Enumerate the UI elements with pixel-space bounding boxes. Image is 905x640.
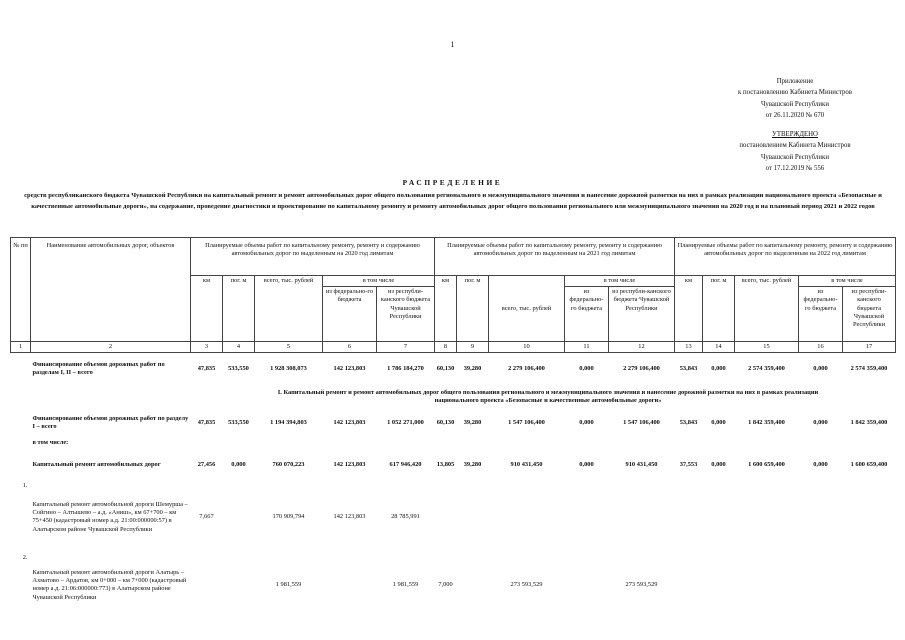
cell-value: 910 431,450 (510, 461, 543, 469)
header-km-2021: км (435, 276, 457, 342)
cell-federal-2020: 142 123,803 (333, 513, 366, 521)
row-index: 1. (22, 482, 28, 490)
document-subtitle: средств республиканского бюджета Чувашской Республики на капитальный ремонт и ремонт автомобильных дорог общего пользования регионального и межмуниципального значения и нанесение дорожной разметки на них в рамках реализации национального проекта «Безопасные и качественные автомобильные дороги», на содержание, проведение диагностики и проектирование по капитальному ремонту и ремонту автомобильных дорог общего пользования регионального или межмуниципального значения на 2020 год и на плановый период 2021 и 2022 годов (24, 192, 882, 210)
header-total-2021: всего, тыс. рублей (489, 276, 565, 342)
approval-line: Чувашской Республики (761, 100, 829, 108)
cell-value: 53,843 (679, 365, 698, 373)
header-total-2020: всего, тыс. рублей (255, 276, 323, 342)
approval-line: Приложение (776, 78, 814, 85)
cell-value: 0,000 (579, 461, 594, 469)
column-number: 12 (609, 342, 675, 353)
cell-value: 0,000 (711, 365, 726, 373)
cell-value: 1 600 659,400 (850, 461, 888, 469)
header-pog-m-2020: пог. м (223, 276, 255, 342)
column-number: 1 (11, 342, 31, 353)
header-km-2020: км (191, 276, 223, 342)
header-pog-m-2022: пог. м (703, 276, 735, 342)
approval-line: от 26.11.2020 № 670 (765, 112, 825, 120)
header-no: № пп (11, 238, 31, 342)
approval-line: постановлением Кабинета Министров (739, 142, 851, 150)
table-row-section-heading (11, 385, 896, 409)
column-number: 7 (377, 342, 435, 353)
approval-block-2020 (690, 76, 900, 122)
column-number: 11 (565, 342, 609, 353)
approval-line: к постановлению Кабинета Министров (738, 89, 852, 97)
cell-value: 60,130 (436, 365, 455, 373)
column-number: 4 (223, 342, 255, 353)
cell-value: 39,280 (463, 461, 482, 469)
header-republican-2020: из республи-канского бюджета Чувашской Республики (377, 287, 435, 342)
header-federal-2021: из федерально-го бюджета (565, 287, 609, 342)
table-row-item-1 (11, 481, 896, 553)
cell-republican-2020: 28 785,991 (391, 513, 420, 521)
cell-total-2020: 1 981,559 (275, 581, 302, 589)
cell-value: 617 946,420 (389, 461, 422, 469)
cell-value: 13,805 (436, 461, 455, 469)
cell-value: 0,000 (579, 365, 594, 373)
table-row-section-total (11, 409, 896, 437)
column-number: 9 (457, 342, 489, 353)
cell-value: 2 279 106,400 (508, 365, 545, 373)
cell-value: 47,835 (197, 419, 216, 427)
cell-value: 1 842 359,400 (850, 419, 888, 427)
cell-republican-2021: 273 593,529 (625, 581, 658, 589)
cell-value: 27,456 (197, 461, 216, 469)
cell-value: 142 123,803 (333, 461, 366, 469)
cell-value: 1 786 184,270 (387, 365, 424, 373)
column-number: 2 (31, 342, 191, 353)
cell-value: 1 928 308,073 (270, 365, 307, 373)
cell-value: 2 279 106,400 (623, 365, 660, 373)
cell-value: 2 574 359,400 (748, 365, 785, 373)
column-number: 14 (703, 342, 735, 353)
cell-value: 760 070,223 (272, 461, 305, 469)
cell-value: 533,550 (228, 419, 249, 427)
header-federal-2022: из федерально-го бюджета (799, 287, 843, 342)
column-number: 8 (435, 342, 457, 353)
header-incl-2020: в том числе (323, 276, 435, 287)
column-number: 6 (323, 342, 377, 353)
header-name: Наименование автомобильных дорог, объектов (31, 238, 191, 342)
approval-block-2019 (690, 129, 900, 175)
column-number: 13 (675, 342, 703, 353)
page-number: 1 (450, 40, 455, 49)
column-number: 5 (255, 342, 323, 353)
header-republican-2021: из республи-канского бюджета Чувашской Республики (609, 287, 675, 342)
table-row-grand-total (11, 353, 896, 386)
header-incl-2022: в том числе (799, 276, 896, 287)
cell-km-2020: 7,667 (199, 513, 214, 521)
approval-line: Чувашской Республики (761, 153, 829, 161)
header-group-2020: Планируемые объемы работ по капитальному ремонту, ремонту и содержанию автомобильных дорог по выделенным на 2020 год лимитам (191, 238, 435, 276)
header-republican-2022: из республи-канского бюджета Чувашской Республики (843, 287, 896, 342)
table-row-including (11, 437, 896, 449)
cell-value: 142 123,803 (333, 365, 366, 373)
cell-value: 142 123,803 (333, 419, 366, 427)
row-name: Капитальный ремонт автомобильной дороги Алатырь – Ахматово – Ардатов, км 0+000 – км 7+000 (кадастровый номер а.д. 21:06:000000:773) в Алатырском районе Чувашской Республики (32, 569, 187, 601)
cell-value: 1 600 659,400 (748, 461, 785, 469)
cell-republican-2020: 1 981,559 (392, 581, 419, 589)
column-number: 10 (489, 342, 565, 353)
cell-value: 37,553 (679, 461, 698, 469)
cell-value: 1 547 106,400 (623, 419, 660, 427)
cell-value: 53,843 (679, 419, 698, 427)
row-name: Капитальный ремонт автомобильных дорог (32, 461, 161, 469)
cell-value: 0,000 (711, 419, 726, 427)
table-row-capital-repair (11, 449, 896, 481)
row-name: Финансирование объемов дорожных работ по разделам I, II – всего (32, 361, 165, 377)
column-number: 3 (191, 342, 223, 353)
approval-line: УТВЕРЖДЕНО (772, 131, 818, 138)
including-label: в том числе: (32, 439, 69, 447)
cell-value: 60,130 (436, 419, 455, 427)
cell-value: 533,550 (228, 365, 249, 373)
row-index: 2. (22, 554, 28, 562)
column-number: 17 (843, 342, 896, 353)
cell-value: 1 194 394,803 (270, 419, 307, 427)
cell-value: 1 842 359,400 (748, 419, 785, 427)
header-group-2021: Планируемые объемы работ по капитальному ремонту, ремонту и содержанию автомобильных дорог по выделенным на 2021 год лимитам (435, 238, 675, 276)
header-group-2022: Планируемые объемы работ по капитальному ремонту, ремонту и содержанию автомобильных дорог по выделенным на 2022 год лимитам (675, 238, 896, 276)
cell-value: 0,000 (711, 461, 726, 469)
document-title: РАСПРЕДЕЛЕНИЕ (402, 178, 503, 187)
cell-value: 2 574 359,400 (850, 365, 888, 373)
cell-value: 0,000 (579, 419, 594, 427)
cell-value: 0,000 (813, 365, 828, 373)
row-name: Капитальный ремонт автомобильной дороги Шемурша – Сойгино – Алтышево – а.д. «Аниш», км 67+700 – км 75+450 (кадастровый номер а.д. 21:00:000000:57) в Алатырском районе Чувашской Республики (32, 501, 188, 533)
distribution-table (10, 237, 896, 617)
cell-value: 0,000 (813, 419, 828, 427)
header-incl-2021: в том числе (565, 276, 675, 287)
cell-value: 39,280 (463, 365, 482, 373)
header-federal-2020: из федерально-го бюджета (323, 287, 377, 342)
column-number: 15 (735, 342, 799, 353)
cell-total-2021: 273 593,529 (510, 581, 543, 589)
cell-value: 39,280 (463, 419, 482, 427)
column-number-row (11, 342, 896, 353)
cell-value: 0,000 (231, 461, 246, 469)
row-name: Финансирование объемов дорожных работ по разделу I – всего (32, 415, 189, 431)
cell-value: 1 052 271,000 (387, 419, 424, 427)
cell-total-2020: 170 909,794 (272, 513, 305, 521)
cell-km-2021: 7,000 (438, 581, 453, 589)
cell-value: 0,000 (813, 461, 828, 469)
header-total-2022: всего, тыс. рублей (735, 276, 799, 342)
cell-value: 47,835 (197, 365, 216, 373)
header-km-2022: км (675, 276, 703, 342)
table-row-item-2 (11, 553, 896, 617)
column-number: 16 (799, 342, 843, 353)
cell-value: 1 547 106,400 (508, 419, 545, 427)
cell-value: 910 431,450 (625, 461, 658, 469)
section-heading: I. Капитальный ремонт и ремонт автомобильных дорог общего пользования регионального и межмуниципального значения и нанесение дорожной разметки на них в рамках реализации национального проекта «Безопасные и качественные автомобильные дороги» (277, 389, 819, 405)
header-pog-m-2021: пог. м (457, 276, 489, 342)
approval-line: от 17.12.2019 № 556 (765, 165, 825, 173)
